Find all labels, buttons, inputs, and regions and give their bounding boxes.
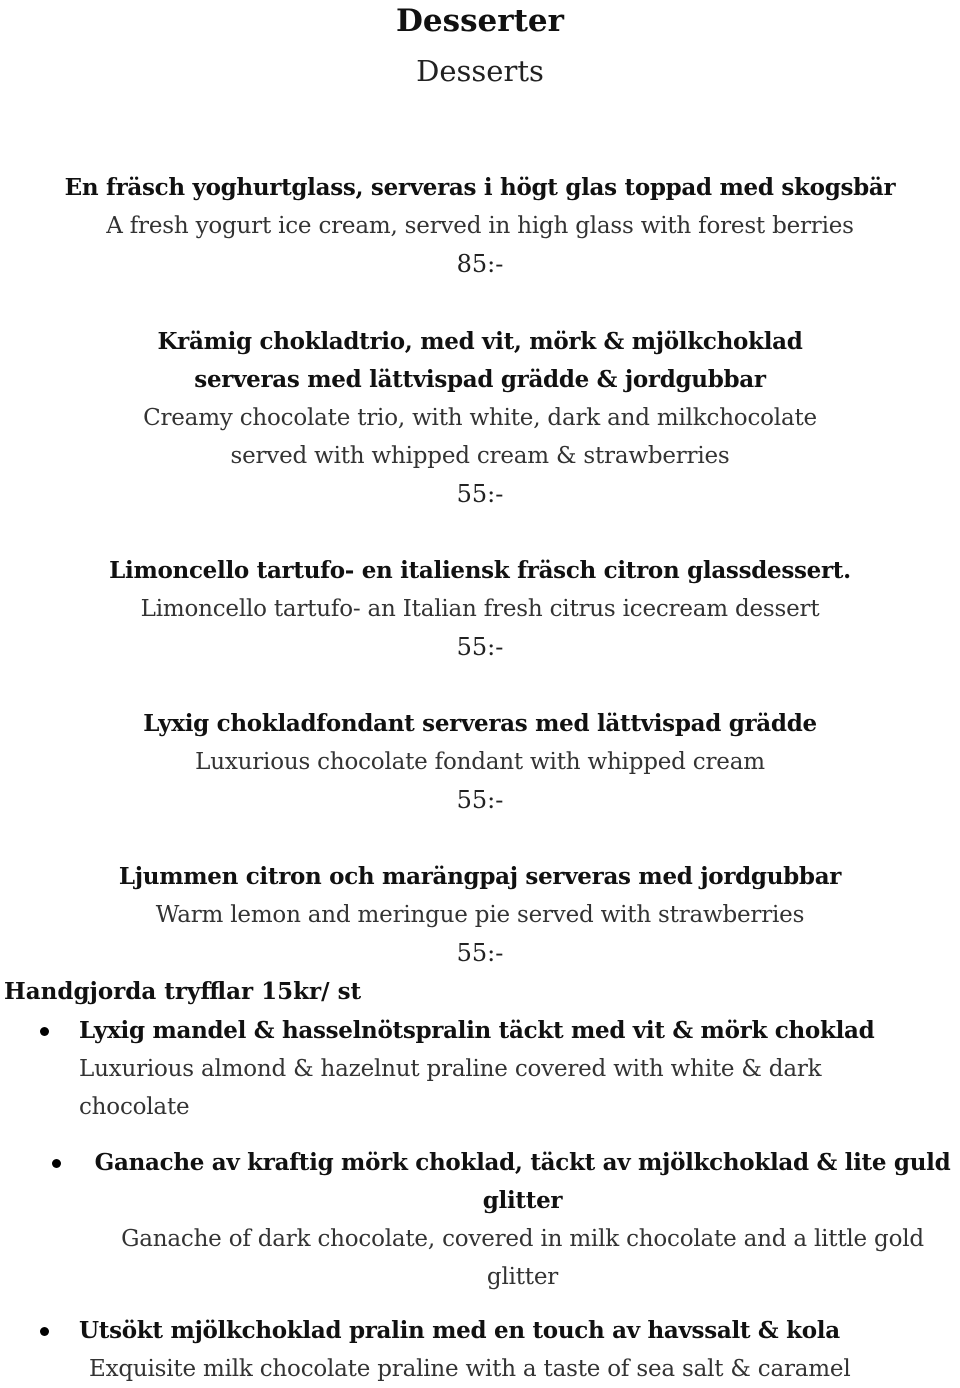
- bullet-icon: [52, 1159, 61, 1168]
- dessert-name-swedish-line-2: serveras med lättvispad grädde & jordgubbar: [194, 366, 766, 393]
- page-title-english: Desserts: [416, 54, 544, 88]
- truffle-name-english: Exquisite milk chocolate praline with a taste of sea salt & caramel: [89, 1356, 851, 1382]
- dessert-price: 55:-: [456, 633, 504, 661]
- dessert-name-swedish: Limoncello tartufo- en italiensk fräsch citron glassdessert.: [109, 557, 851, 584]
- truffle-item-milk-praline: [40, 1312, 940, 1388]
- page-title-swedish: Desserter: [396, 3, 564, 39]
- dessert-item-chocolate-trio: [0, 323, 960, 513]
- truffle-item-ganache: [52, 1144, 958, 1296]
- dessert-price: 55:-: [456, 939, 504, 967]
- dessert-price: 55:-: [456, 786, 504, 814]
- truffle-name-swedish: Utsökt mjölkchoklad pralin med en touch av havssalt & kola: [79, 1317, 840, 1344]
- dessert-name-swedish-line-1: Krämig chokladtrio, med vit, mörk & mjölkchoklad: [157, 328, 803, 355]
- bullet-icon: [40, 1327, 49, 1336]
- dessert-name-english: Warm lemon and meringue pie served with strawberries: [155, 902, 805, 928]
- truffle-name-swedish: Ganache av kraftig mörk choklad, täckt av mjölkchoklad & lite guld glitter: [94, 1149, 951, 1214]
- dessert-item-lemon-pie: [0, 858, 960, 972]
- dessert-name-english-line-2: served with whipped cream & strawberries: [230, 443, 730, 469]
- dessert-item-limoncello: [0, 552, 960, 666]
- dessert-name-english: Limoncello tartufo- an Italian fresh citrus icecream dessert: [140, 596, 820, 622]
- truffle-name-english: Luxurious almond & hazelnut praline covered with white & dark chocolate: [79, 1056, 822, 1120]
- dessert-name-swedish: Lyxig chokladfondant serveras med lättvispad grädde: [143, 710, 817, 737]
- bullet-icon: [40, 1027, 49, 1036]
- dessert-name-english-line-1: Creamy chocolate trio, with white, dark and milkchocolate: [143, 405, 817, 431]
- dessert-name-swedish: En fräsch yoghurtglass, serveras i högt glas toppad med skogsbär: [64, 174, 896, 201]
- dessert-price: 55:-: [456, 480, 504, 508]
- truffle-item-almond: [40, 1012, 920, 1126]
- dessert-name-english: A fresh yogurt ice cream, served in high glass with forest berries: [106, 213, 854, 239]
- dessert-name-english: Luxurious chocolate fondant with whipped cream: [195, 749, 765, 775]
- dessert-item-yoghurt: [0, 169, 960, 283]
- dessert-price: 85:-: [456, 250, 504, 278]
- truffle-name-english: Ganache of dark chocolate, covered in milk chocolate and a little gold glitter: [121, 1226, 924, 1290]
- dessert-name-swedish: Ljummen citron och marängpaj serveras med jordgubbar: [118, 863, 842, 890]
- dessert-item-fondant: [0, 705, 960, 819]
- truffles-heading: Handgjorda tryfflar 15kr/ st: [4, 978, 362, 1005]
- truffle-name-swedish: Lyxig mandel & hasselnötspralin täckt med vit & mörk choklad: [79, 1017, 875, 1044]
